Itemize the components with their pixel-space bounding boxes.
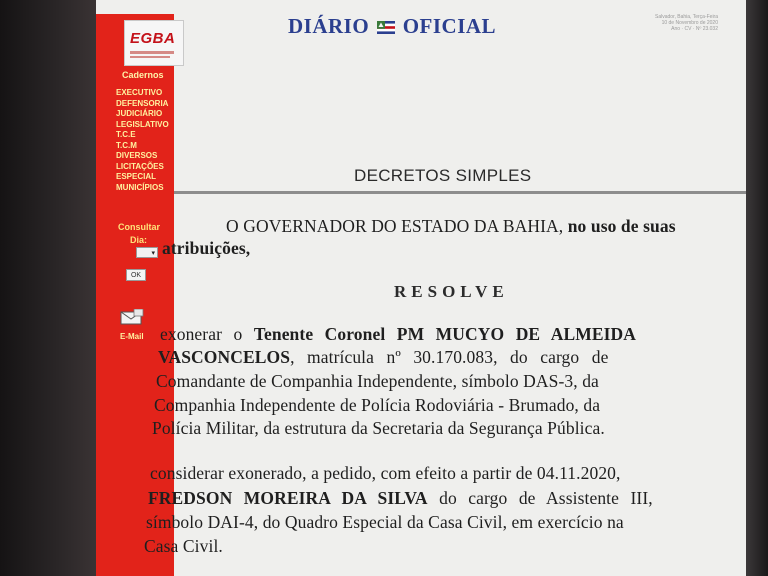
item1-line-5: Polícia Militar, da estrutura da Secretaria da Segurança Pública.: [152, 418, 605, 438]
bahia-flag-icon: [377, 21, 395, 34]
gazette-title: [288, 14, 496, 39]
intro-text: O GOVERNADOR DO ESTADO DA BAHIA,: [226, 216, 564, 236]
title-diario: DIÁRIO: [288, 14, 370, 38]
intro-line-2: [162, 237, 250, 259]
item1-text: exonerar o: [160, 324, 243, 344]
day-select[interactable]: [136, 247, 158, 258]
item1-matricula: , matrícula nº 30.170.083, do cargo de: [290, 347, 609, 367]
menu-item-executivo[interactable]: EXECUTIVO: [116, 88, 163, 97]
logo-text: EGBA: [130, 30, 176, 47]
date-line: Salvador, Bahia, Terça-Feira: [655, 14, 718, 20]
menu-item-defensoria[interactable]: DEFENSORIA: [116, 98, 169, 108]
egba-logo[interactable]: [124, 20, 184, 66]
date-line: 10 de Novembro de 2020: [661, 20, 718, 26]
consultar-label: Consultar: [118, 222, 161, 232]
item2-line-3: símbolo DAI-4, do Quadro Especial da Casa Civil, em exercício na: [146, 512, 624, 532]
menu-item-licitacoes[interactable]: LICITAÇÕES: [116, 161, 164, 171]
device-bezel-right: [746, 0, 768, 576]
item1-name-cont: VASCONCELOS: [158, 347, 291, 367]
item1-line-1: [160, 323, 636, 345]
gazette-screen: [96, 0, 746, 576]
logo-underline: [130, 51, 174, 54]
envelope-icon[interactable]: [120, 309, 144, 325]
edition-date: [648, 14, 718, 32]
menu-item-especial[interactable]: ESPECIAL: [116, 172, 157, 181]
cadernos-menu: [116, 88, 169, 193]
item1-line-4: Companhia Independente de Polícia Rodoviária - Brumado, da: [154, 395, 601, 415]
item2-line-2: [148, 487, 653, 509]
item1-line-3: Comandante de Companhia Independente, símbolo DAS-3, da: [156, 371, 599, 391]
section-title: DECRETOS SIMPLES: [354, 166, 532, 185]
item2-name: FREDSON MOREIRA DA SILVA: [148, 488, 428, 508]
date-line: Ano · CV · Nº 23.032: [671, 26, 718, 32]
menu-item-municipios[interactable]: MUNICÍPIOS: [116, 182, 164, 192]
dia-label: Dia:: [130, 235, 148, 245]
resolve-heading: RESOLVE: [394, 282, 509, 301]
menu-item-legislativo[interactable]: LEGISLATIVO: [116, 119, 169, 129]
item1-line-2: [158, 346, 608, 368]
title-oficial: OFICIAL: [402, 14, 497, 38]
item2-line-4: Casa Civil.: [144, 536, 223, 556]
menu-item-tcm[interactable]: T.C.M: [116, 140, 137, 150]
item2-line-1: considerar exonerado, a pedido, com efeito a partir de 04.11.2020,: [150, 463, 621, 483]
menu-item-judiciario[interactable]: JUDICIÁRIO: [116, 109, 163, 118]
ok-button[interactable]: OK: [126, 269, 146, 281]
email-link[interactable]: E-Mail: [120, 332, 144, 341]
device-bezel-left: [0, 0, 96, 576]
logo-underline-2: [130, 56, 170, 58]
intro-bold-text: no uso de suas: [567, 216, 676, 236]
intro-line-1: [226, 215, 676, 237]
chevron-down-icon: ▾: [151, 250, 155, 257]
item1-name: Tenente Coronel PM MUCYO DE ALMEIDA: [253, 324, 636, 344]
item2-text: do cargo de Assistente III,: [427, 488, 653, 508]
section-divider: [174, 191, 746, 194]
cadernos-heading: Cadernos: [122, 70, 164, 80]
menu-item-diversos[interactable]: DIVERSOS: [116, 151, 158, 160]
menu-item-tce[interactable]: T.C.E: [116, 130, 136, 139]
intro-bold-text-2: atribuições,: [162, 238, 251, 258]
